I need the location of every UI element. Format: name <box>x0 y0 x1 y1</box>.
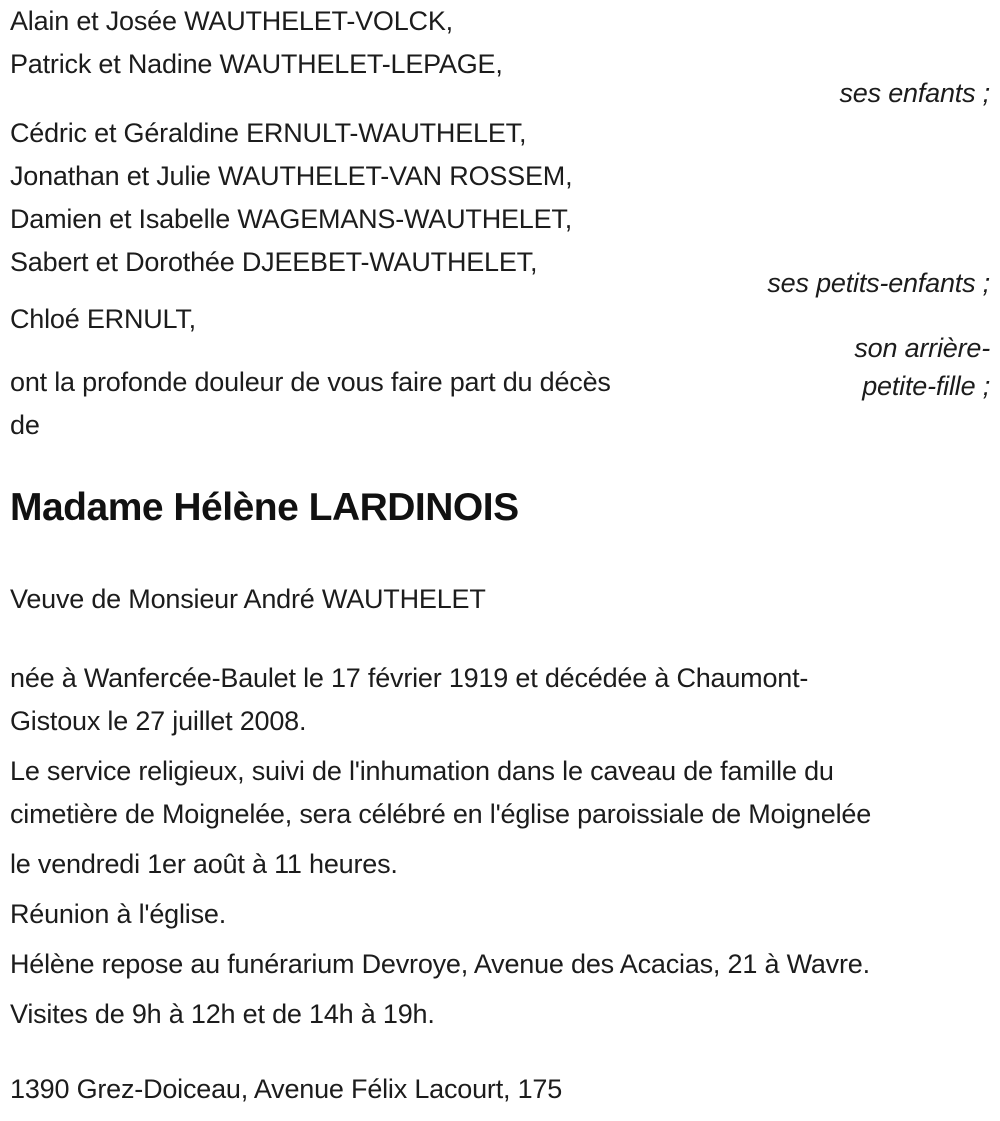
grandchild-name-line: Cédric et Géraldine ERNULT-WAUTHELET, <box>10 118 527 148</box>
great-grandchild-name: Chloé ERNULT, <box>10 304 196 334</box>
relation-label-line: son arrière- <box>854 333 990 363</box>
intro-line: ont la profonde douleur de vous faire part du décès <box>10 367 611 397</box>
children-relation-label: ses enfants ; <box>839 78 990 108</box>
meeting-line: Réunion à l'église. <box>10 899 226 929</box>
children-names <box>10 0 990 86</box>
deceased-name-heading: Madame Hélène LARDINOIS <box>10 486 519 529</box>
child-name-line: Patrick et Nadine WAUTHELET-LEPAGE, <box>10 49 503 79</box>
spouse-line: Veuve de Monsieur André WAUTHELET <box>10 584 486 614</box>
visiting-hours: Visites de 9h à 12h et de 14h à 19h. <box>10 999 435 1029</box>
service-details-line: cimetière de Moignelée, sera célébré en l'église paroissiale de Moignelée <box>10 799 872 829</box>
service-details <box>10 750 990 836</box>
grandchild-name-line: Sabert et Dorothée DJEEBET-WAUTHELET, <box>10 247 538 277</box>
service-time: le vendredi 1er août à 11 heures. <box>10 849 398 879</box>
grandchild-name-line: Damien et Isabelle WAGEMANS-WAUTHELET, <box>10 204 573 234</box>
announcement-intro <box>10 361 750 447</box>
life-dates-line: Gistoux le 27 juillet 2008. <box>10 706 307 736</box>
grandchildren-relation-label: ses petits-enfants ; <box>767 268 990 298</box>
life-dates-line: née à Wanfercée-Baulet le 17 février 1919 et décédée à Chaumont- <box>10 663 809 693</box>
child-name-line: Alain et Josée WAUTHELET-VOLCK, <box>10 6 453 36</box>
life-dates <box>10 657 990 743</box>
grandchild-name-line: Jonathan et Julie WAUTHELET-VAN ROSSEM, <box>10 161 573 191</box>
repose-line: Hélène repose au funérarium Devroye, Avenue des Acacias, 21 à Wavre. <box>10 949 870 979</box>
relation-label-line: petite-fille ; <box>862 371 990 401</box>
service-details-line: Le service religieux, suivi de l'inhumation dans le caveau de famille du <box>10 756 834 786</box>
great-grandchild-relation-label <box>770 329 990 405</box>
address-line: 1390 Grez-Doiceau, Avenue Félix Lacourt, 175 <box>10 1074 563 1104</box>
grandchildren-names <box>10 112 990 284</box>
intro-line: de <box>10 410 40 440</box>
